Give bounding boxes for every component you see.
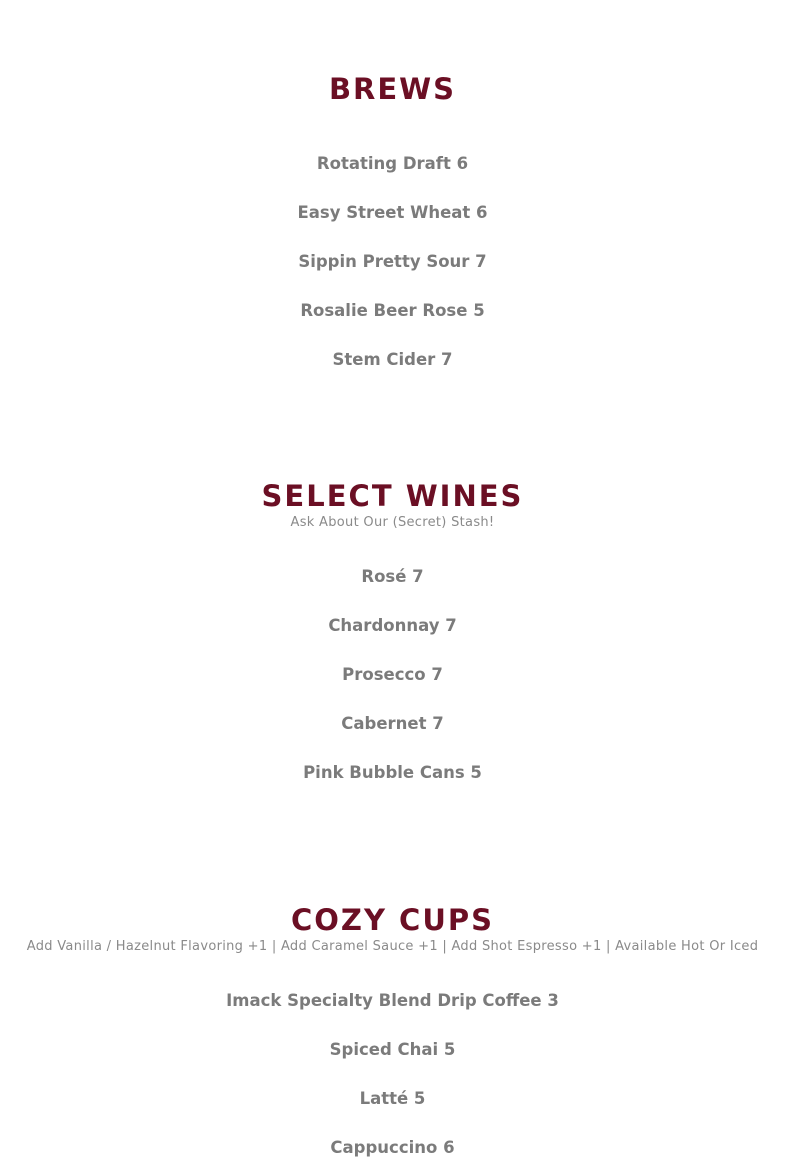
select-wines-subtitle: Ask About Our (Secret) Stash! (290, 515, 495, 530)
menu-item: Cabernet 7 (341, 714, 444, 733)
menu-item: Rosé 7 (361, 567, 424, 586)
select-wines-section (0, 478, 785, 797)
select-wines-title: SELECT WINES (261, 479, 524, 513)
brews-section (0, 71, 785, 384)
menu-item: Sippin Pretty Sour 7 (298, 252, 487, 271)
select-wines-list (0, 552, 785, 797)
menu-item: Cappuccino 6 (330, 1138, 455, 1157)
menu-item: Prosecco 7 (342, 665, 443, 684)
cozy-cups-list (0, 976, 785, 1172)
menu-item: Pink Bubble Cans 5 (303, 763, 482, 782)
cozy-cups-title: COZY CUPS (290, 903, 495, 937)
menu-item: Stem Cider 7 (332, 350, 453, 369)
menu-item: Chardonnay 7 (328, 616, 457, 635)
menu-item: Spiced Chai 5 (329, 1040, 456, 1059)
menu-item: Rosalie Beer Rose 5 (300, 301, 485, 320)
menu-item: Latté 5 (359, 1089, 426, 1108)
menu-item: Rotating Draft 6 (316, 154, 469, 173)
cozy-cups-section (0, 902, 785, 1172)
cozy-cups-subtitle: Add Vanilla / Hazelnut Flavoring +1 | Add Caramel Sauce +1 | Add Shot Espresso +1 | Available Hot Or Iced (26, 939, 759, 954)
menu-item: Easy Street Wheat 6 (297, 203, 488, 222)
brews-title: BREWS (328, 72, 457, 106)
brews-list (0, 139, 785, 384)
menu-item: Imack Specialty Blend Drip Coffee 3 (226, 991, 559, 1010)
